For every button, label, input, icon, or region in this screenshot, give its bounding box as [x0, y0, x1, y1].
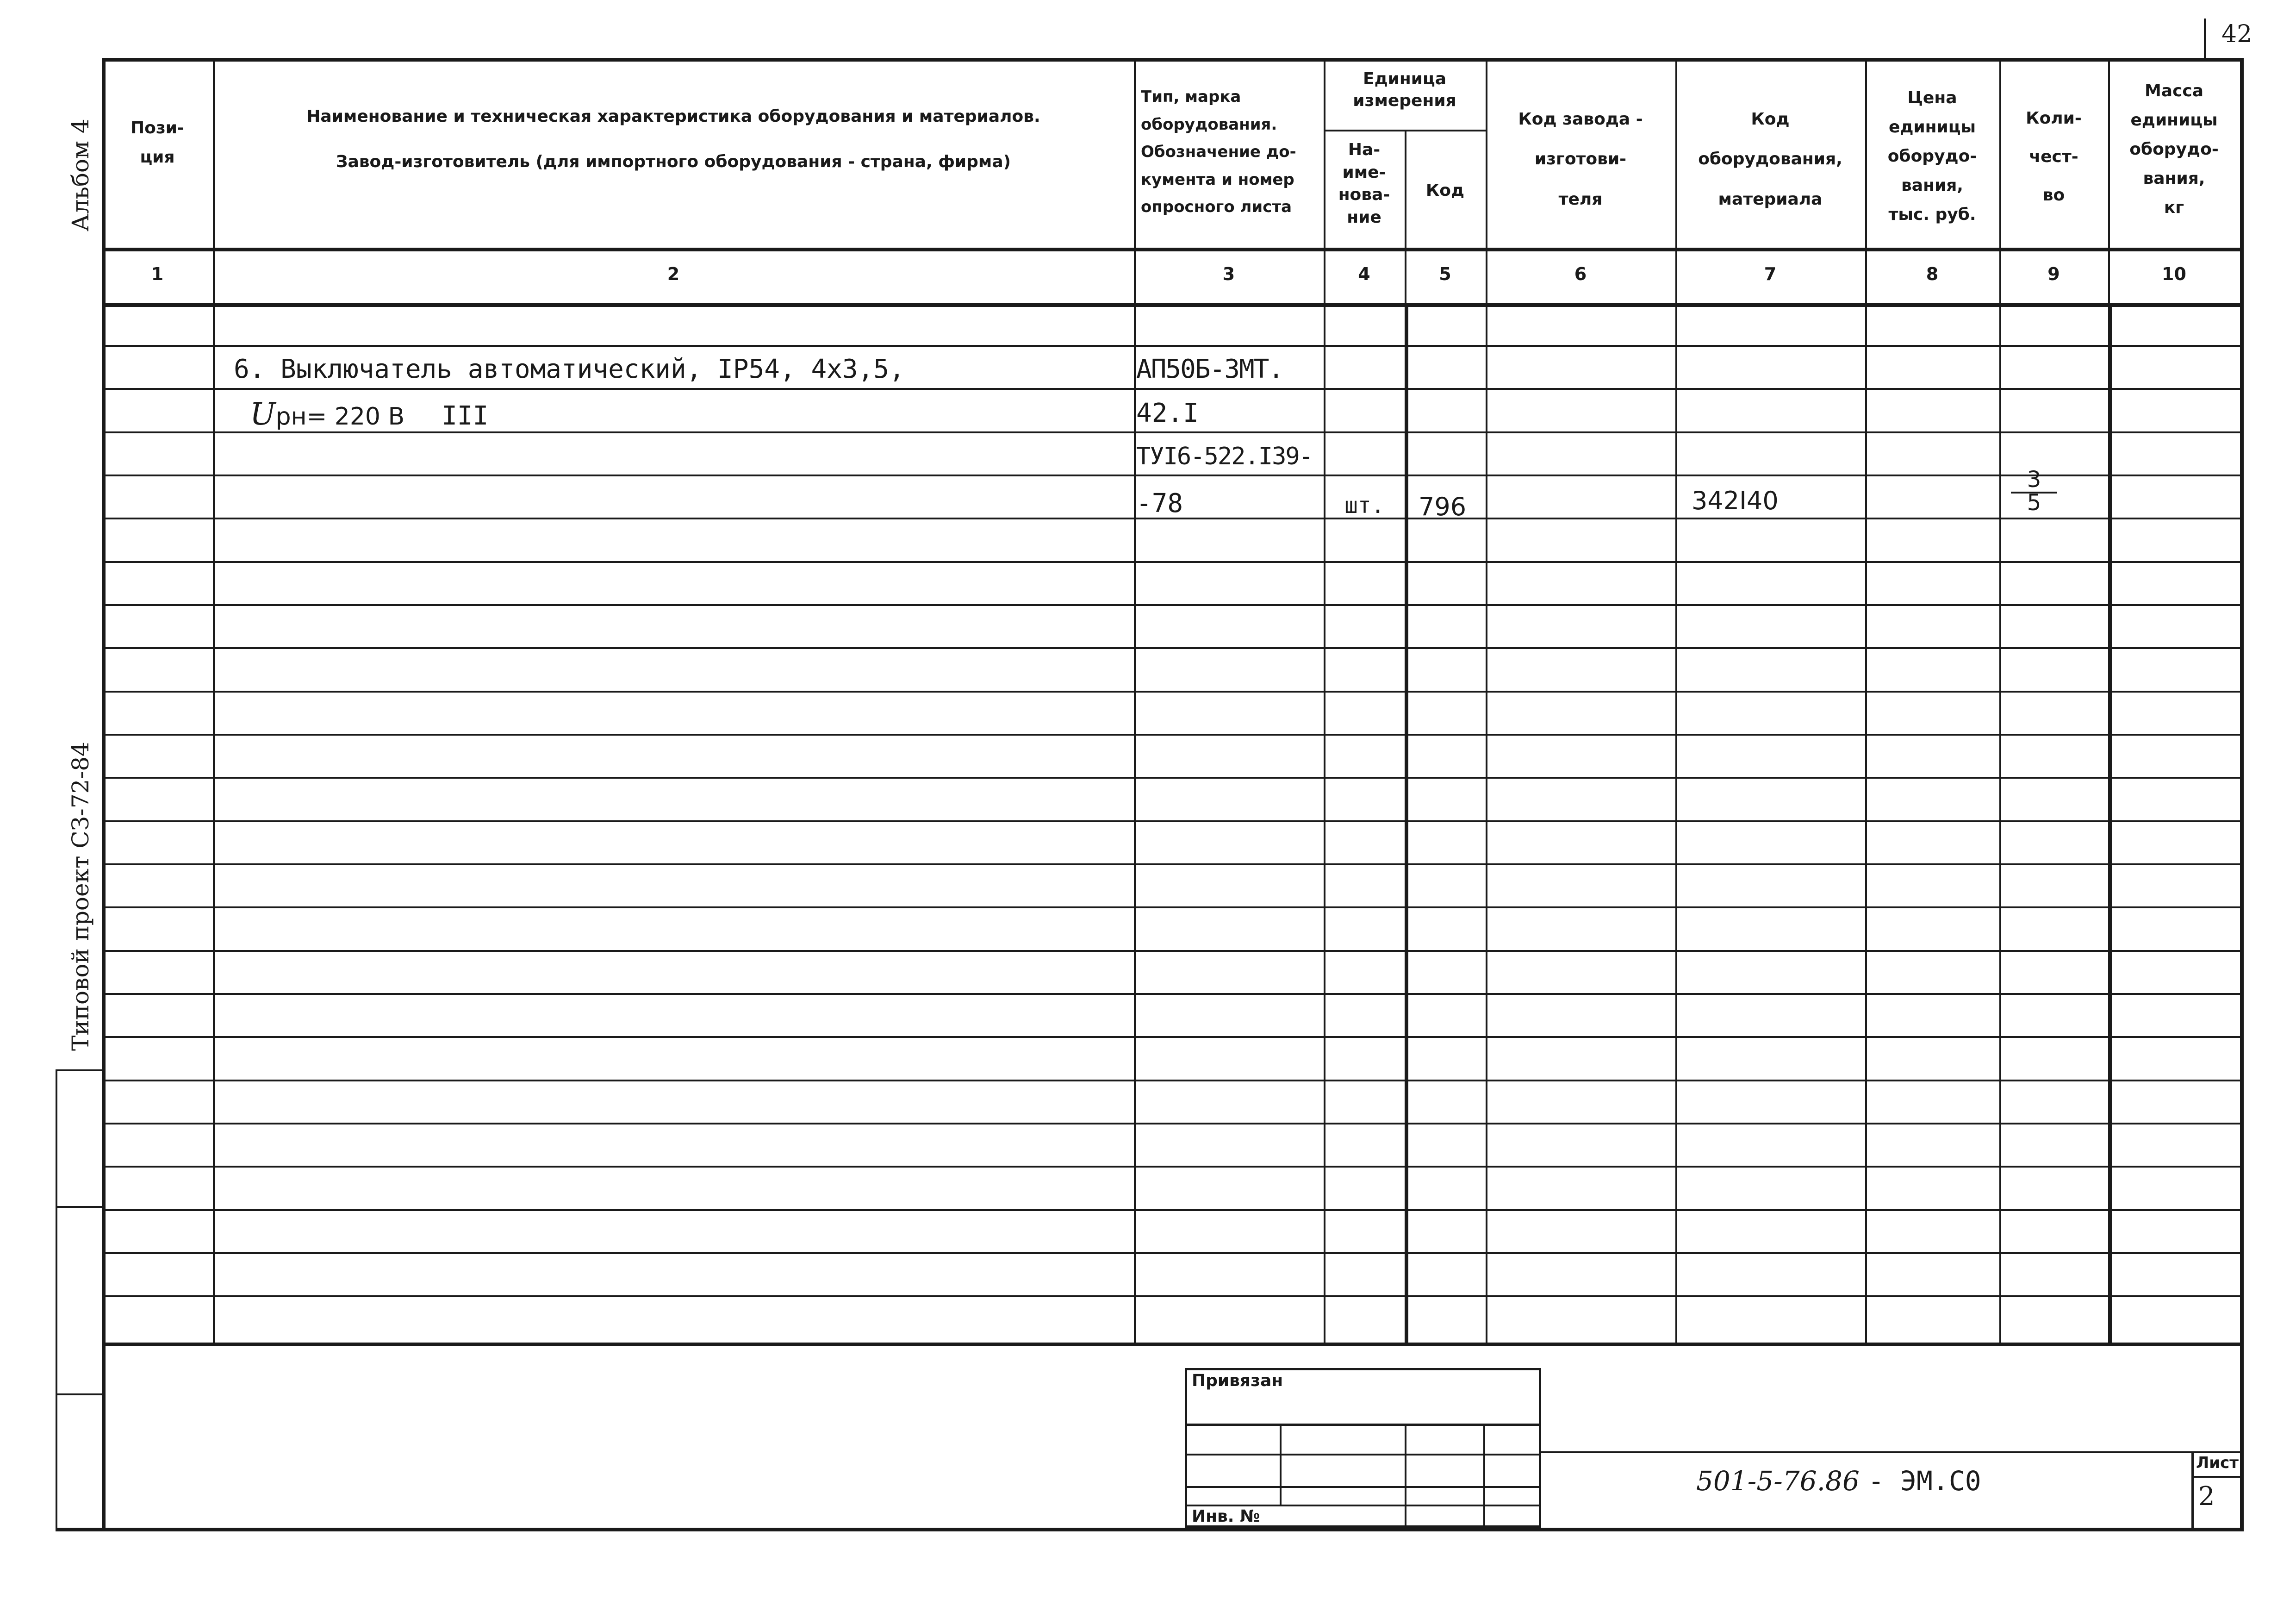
- row-line: [102, 1080, 2240, 1081]
- col-num-5: 5: [1439, 264, 1451, 284]
- col-num-3: 3: [1222, 264, 1235, 284]
- row-line: [102, 906, 2240, 908]
- binding-line: [56, 1393, 104, 1395]
- qty-numerator: 3: [2027, 467, 2041, 493]
- row-line: [102, 734, 2240, 736]
- doc-code: [1696, 1465, 1981, 1497]
- stamp-line: [1185, 1454, 1541, 1455]
- entry-unit-code: 796: [1419, 492, 1467, 521]
- entry-quantity: [2011, 468, 2057, 514]
- entry-name-line1: 6. Выключатель автоматический, IP54, 4х3,5,: [234, 354, 905, 384]
- header-col9-text: Коли- чест- во: [2026, 109, 2082, 205]
- frame-right: [2240, 58, 2244, 1530]
- header-col10-text: Масса единицы оборудо- вания, кг: [2129, 81, 2219, 217]
- row-line: [102, 1036, 2240, 1038]
- project-label: Типовой проект СЗ-72-84: [67, 742, 94, 1051]
- row-line: [102, 561, 2240, 563]
- row-line: [102, 345, 2240, 347]
- stamp-vline: [1280, 1424, 1282, 1505]
- category-value: III: [442, 401, 489, 431]
- header-col4-text: На- име- нова- ние: [1338, 140, 1390, 227]
- row-line: [102, 863, 2240, 865]
- header-col5-text: Код: [1425, 181, 1465, 200]
- entry-type-line3: ТУI6-522.I39-: [1136, 443, 1313, 470]
- col-num-6: 6: [1574, 264, 1587, 284]
- header-col2: [218, 106, 1129, 172]
- row-line: [102, 1295, 2240, 1297]
- header-col6-text: Код завода - изготови- теля: [1518, 110, 1643, 209]
- entry-name-line2: [250, 396, 489, 432]
- col-num-1: 1: [151, 264, 164, 284]
- row-line: [102, 604, 2240, 606]
- row-line: [102, 1166, 2240, 1168]
- binding-line: [56, 1206, 104, 1208]
- col-num-4: 4: [1358, 264, 1370, 284]
- sheet-label: Лист: [2196, 1454, 2239, 1472]
- header-col2-line1: Наименование и техническая характеристика оборудования и материалов.: [306, 107, 1040, 126]
- col-num-7: 7: [1764, 264, 1777, 284]
- stamp-box: [1185, 1368, 1541, 1528]
- header-col2-line2: Завод-изготовитель (для импортного оборудования - страна, фирма): [336, 152, 1011, 172]
- entry-type-line1: АП50Б-3МТ.: [1136, 354, 1283, 384]
- header-col10: [2110, 76, 2238, 222]
- header-col3: [1141, 83, 1321, 221]
- row-line: [102, 950, 2240, 952]
- stamp-line: [1185, 1486, 1541, 1488]
- header-col7-text: Код оборудования, материала: [1698, 110, 1842, 209]
- binding-line: [56, 1069, 104, 1071]
- unit-group-text: Единица измерения: [1353, 69, 1456, 110]
- qty-denominator: 5: [2027, 490, 2041, 516]
- header-col8: [1867, 83, 1997, 229]
- row-line: [102, 993, 2240, 995]
- header-col1-text: Пози- ция: [131, 119, 184, 167]
- stamp-line: [1185, 1505, 1541, 1506]
- row-line: [102, 1209, 2240, 1211]
- header-col6: [1488, 100, 1673, 219]
- row-line: [102, 1123, 2240, 1124]
- doc-code-suffix: - ЭМ.С0: [1868, 1465, 1981, 1497]
- doc-code-number: 501-5-76.86: [1696, 1465, 1860, 1497]
- header-col4: [1326, 139, 1402, 229]
- row-line: [102, 777, 2240, 779]
- row-line: [102, 475, 2240, 476]
- stamp-bound-label: Привязан: [1192, 1371, 1283, 1390]
- voltage-symbol: U: [250, 396, 276, 432]
- header-col3-text: Тип, марка оборудования. Обозначение до- кумента и номер опросного листа: [1141, 87, 1296, 216]
- col-num-8: 8: [1926, 264, 1939, 284]
- binding-stripe-left: [56, 1069, 57, 1530]
- unit-group-line: [1324, 130, 1486, 131]
- stamp-inv-label: Инв. №: [1192, 1507, 1260, 1526]
- page-number-bar: [2204, 19, 2206, 60]
- album-label: Альбом 4: [67, 119, 94, 231]
- entry-type-line2: 42.I: [1136, 398, 1199, 428]
- row-line: [102, 388, 2240, 390]
- stamp-vline: [1405, 1424, 1406, 1528]
- bold-box-right: [2108, 303, 2112, 1345]
- page-number: 42: [2221, 20, 2252, 48]
- stamp-line: [1185, 1424, 1541, 1426]
- sheet-number: 2: [2198, 1481, 2215, 1512]
- header-unit-group: [1326, 69, 1483, 112]
- frame-bottom: [56, 1528, 2244, 1531]
- row-line: [102, 1252, 2240, 1254]
- row-line: [102, 431, 2240, 433]
- entry-unit-name: шт.: [1344, 493, 1385, 518]
- sheet-line: [2191, 1476, 2240, 1478]
- row-line: [102, 820, 2240, 822]
- header-col8-text: Цена единицы оборудо- вания, тыс. руб.: [1887, 88, 1977, 224]
- frame-top: [102, 58, 2240, 62]
- col-num-2: 2: [667, 264, 680, 284]
- bold-box-left: [1405, 303, 1408, 1345]
- header-col7: [1678, 100, 1863, 219]
- header-col5: [1407, 176, 1483, 205]
- stamp-vline: [1483, 1424, 1485, 1528]
- title-block-line: [1541, 1451, 2240, 1453]
- entry-equipment-code: 342I40: [1692, 486, 1779, 515]
- header-col9: [2002, 100, 2106, 214]
- col-num-10: 10: [2162, 264, 2186, 284]
- row-line: [102, 647, 2240, 649]
- header-bottom: [102, 248, 2240, 251]
- header-col1: [104, 113, 211, 172]
- entry-type-line4: -78: [1136, 488, 1183, 518]
- numbers-bottom: [102, 303, 2240, 307]
- row-line: [102, 691, 2240, 693]
- table-bottom: [102, 1343, 2240, 1346]
- col-num-9: 9: [2047, 264, 2060, 284]
- voltage-value: рн= 220 В: [275, 403, 405, 431]
